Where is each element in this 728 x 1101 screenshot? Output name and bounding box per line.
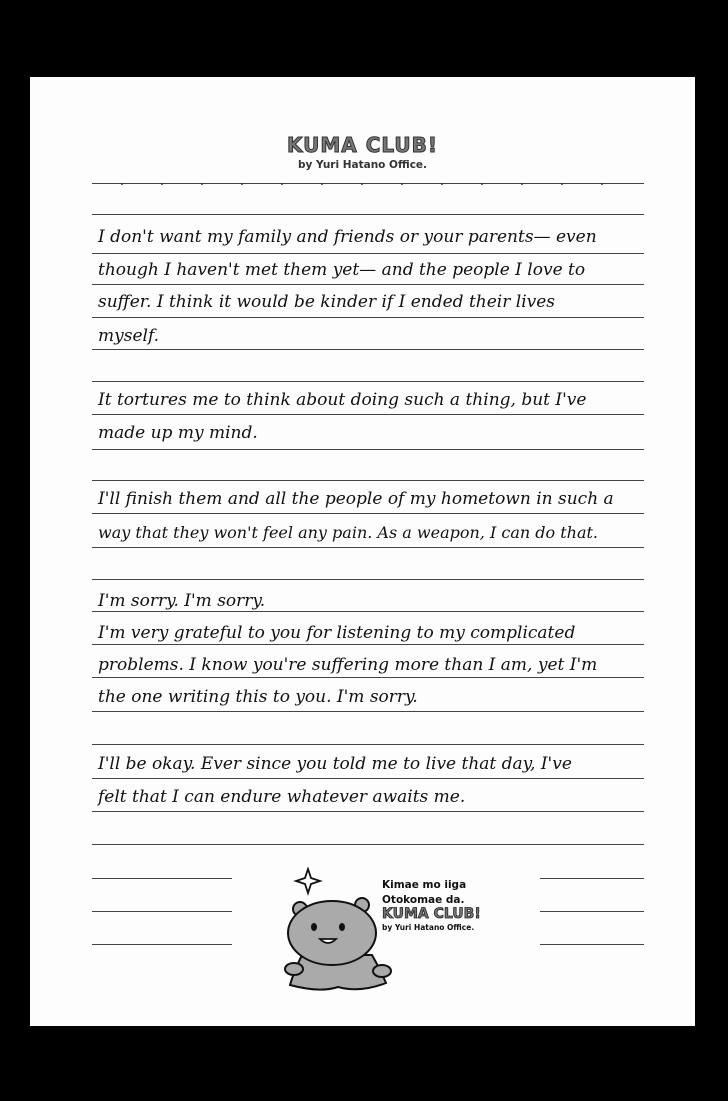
ruled-line — [92, 513, 644, 514]
letter-line: problems. I know you're suffering more than I am, yet I'm — [98, 655, 598, 675]
letter-sheet — [30, 77, 695, 1026]
letter-line: myself. — [98, 326, 160, 346]
ruled-line — [92, 349, 644, 350]
footer-logo-subtitle: by Yuri Hatano Office. — [382, 923, 475, 932]
header-subtitle: by Yuri Hatano Office. — [297, 159, 428, 171]
ruled-line — [92, 214, 644, 215]
ruled-line — [92, 944, 232, 945]
footer-logo-title: KUMA CLUB! — [382, 906, 481, 922]
ruled-line — [92, 611, 644, 612]
footer-logo-line2: Otokomae da. — [382, 894, 465, 906]
letter-line: made up my mind. — [98, 423, 258, 443]
ruled-line — [92, 449, 644, 450]
ruled-line — [92, 644, 644, 645]
ruled-line — [92, 414, 644, 415]
ruled-line — [92, 547, 644, 548]
ruled-line — [92, 744, 644, 745]
letter-line: though I haven't met them yet— and the people I love to — [98, 260, 586, 280]
ruled-line — [92, 878, 232, 879]
letter-line: the one writing this to you. I'm sorry. — [98, 687, 418, 707]
letter-line: I don't want my family and friends or your parents— even — [98, 227, 597, 247]
letter-line: It tortures me to think about doing such a thing, but I've — [98, 390, 587, 410]
ruled-line — [92, 778, 644, 779]
ruled-line — [92, 711, 644, 712]
letter-line: I'll be okay. Ever since you told me to live that day, I've — [98, 754, 572, 774]
ruled-line — [92, 381, 644, 382]
letter-line: I'll finish them and all the people of my hometown in such a — [98, 489, 614, 509]
ruled-line — [92, 579, 644, 580]
bear-mascot-icon — [280, 867, 392, 995]
header-dots — [92, 182, 640, 188]
ruled-line — [92, 284, 644, 285]
ruled-line — [92, 911, 232, 912]
sparkle-icon — [296, 869, 320, 893]
ruled-line — [92, 253, 644, 254]
ruled-line — [92, 317, 644, 318]
ruled-line — [540, 911, 644, 912]
header-title: KUMA CLUB! — [286, 133, 439, 157]
ruled-line — [92, 844, 644, 845]
letter-line: I'm very grateful to you for listening to my complicated — [98, 623, 576, 643]
ruled-line — [540, 878, 644, 879]
letter-line: suffer. I think it would be kinder if I ended their lives — [98, 292, 556, 312]
ruled-line — [92, 811, 644, 812]
ruled-line — [92, 677, 644, 678]
letter-line: I'm sorry. I'm sorry. — [98, 591, 266, 611]
footer-logo-line1: Kimae mo iiga — [382, 879, 467, 891]
letter-line: way that they won't feel any pain. As a weapon, I can do that. — [98, 523, 599, 542]
ruled-line — [92, 480, 644, 481]
letter-line: felt that I can endure whatever awaits me. — [98, 787, 466, 807]
ruled-line — [540, 944, 644, 945]
